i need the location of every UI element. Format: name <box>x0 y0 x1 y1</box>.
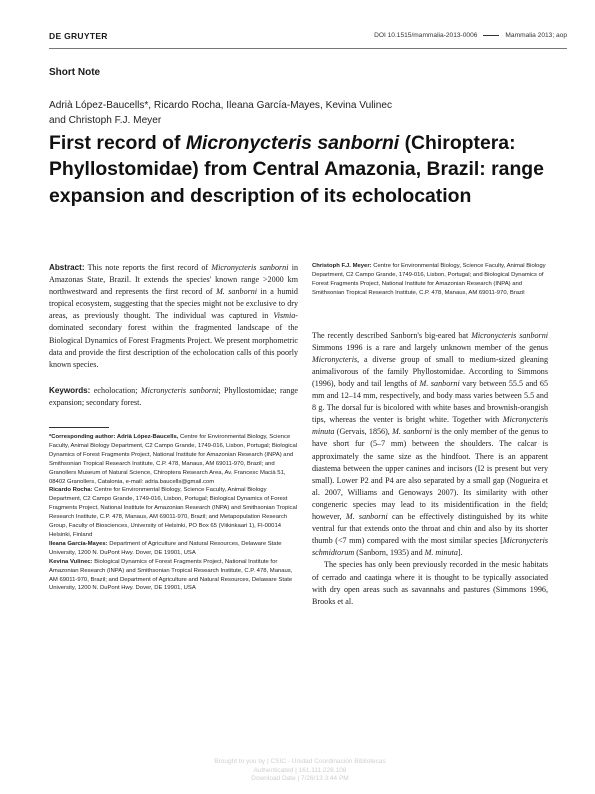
affiliation-author: Ricardo Rocha: <box>49 487 93 494</box>
publisher-name: DE GRUYTER <box>49 31 108 41</box>
keywords-text: ; Phyllostomidae; range expansion; secondary forest. <box>49 385 298 407</box>
affiliation-text: Department of Agriculture and Natural Resources, Delaware State University, 1200 N. DuPont Hwy. Dover, DE 19901, USA <box>49 540 282 556</box>
affiliation-note <box>49 486 298 539</box>
body-italic: M. sanborni <box>345 512 388 522</box>
affiliation-text: Centre for Environmental Biology, Science Faculty, Animal Biology Department, C2 Campo Grande, 1749-016, Lisbon, Portugal; Biological Dynamics of Forest Fragments Project, National Institute for Amazonian Research (INPA) and Smithsonian Tropical Research Institute, C.P. 478, Manaus, AM 69011-970, Brazil; and Metapopulation Research Group, Faculty of Biosciences, University of Helsinki, PO Box 65 (Viikinkaari 1), FI-00014 Helsinki, Finland <box>49 487 298 538</box>
download-watermark <box>150 758 450 784</box>
affiliation-note <box>49 558 298 594</box>
footnote-rule <box>49 427 109 428</box>
body-text: ]. <box>457 548 463 558</box>
body-text: vary between 55.5 and 65 mm and 12–14 mm, respectively, and body mass varies between 5.5 and 8 g. The dorsal fur is bicolored with white bases and brownish-orangish tips, whereas the venter is bright white. Together with <box>312 379 548 425</box>
body-paragraph-1 <box>312 330 548 560</box>
abstract-italic: Micronycteris sanborni <box>211 263 289 272</box>
body-italic: M. minuta <box>424 548 458 558</box>
body-text: The recently described Sanborn's big-eared bat <box>312 330 472 340</box>
body-text: (Sanborn, 1935) and <box>354 548 425 558</box>
running-header <box>49 31 567 45</box>
watermark-line: Authenticated | 161.111.228.108 <box>253 766 347 774</box>
affiliation-note <box>312 262 548 298</box>
abstract-label: Abstract: <box>49 263 85 272</box>
author-affiliations <box>49 433 298 593</box>
keywords <box>49 385 298 409</box>
body-text: can be effectively distinguished by its white ventral fur that extends onto the throat and chin and also by its shorter thumb (<7 mm) compared with the most similar species [ <box>312 512 548 546</box>
body-text: is the only member of the genus to have short fur (5–7 mm) between the shoulders. The calcar is approximately the same size as the hindfoot. There is an apparent diastema between the upper canines and incisors (I2 is present but very small). Lower P2 and P4 are also separated by a small gap (Nogueira et al. 2007, Williams and Genoways 2007). Its similarity with other congeneric species may lead to its misidentification in the field; however, <box>312 427 548 522</box>
affiliation-text: Biological Dynamics of Forest Fragments Project, National Institute for Amazonian Research (INPA) and Smithsonian Tropical Research Institute, C.P. 478, Manaus, AM 69011-970, Brazil; and Department of Agriculture and Natural Resources, Delaware State University, 1200 N. DuPont Hwy. Dover, DE 19901, USA <box>49 558 293 592</box>
abstract-italic: M. sanborni <box>216 287 258 297</box>
affiliation-note <box>49 433 298 486</box>
header-citation <box>374 32 567 39</box>
doi-text: DOI 10.1515/mammalia-2013-0006 <box>374 32 478 39</box>
affiliation-author: *Corresponding author: Adrià López-Baucells, <box>49 434 179 441</box>
title-part: First record of <box>49 132 186 154</box>
body-italic: Micronycteris minuta <box>312 415 548 437</box>
affiliation-note <box>49 540 298 558</box>
keywords-text: echolocation; <box>90 385 141 395</box>
title-species: Micronycteris sanborni <box>185 132 400 154</box>
authors-line-1: Adrià López-Baucells*, Ricardo Rocha, Ileana García-Mayes, Kevina Vulinec <box>49 100 392 111</box>
journal-text: Mammalia 2013; aop <box>505 32 567 39</box>
body-italic: Micronycteris sanborni <box>471 330 548 340</box>
authors-line-2: and Christoph F.J. Meyer <box>49 115 162 127</box>
abstract-text: in a humid tropical ecosystem, suggesting that the species might not be exclusive to dry areas, as previously thought. The individual was captured in <box>49 287 298 321</box>
body-italic: Micronycteris <box>312 354 358 364</box>
body-text: Simmons 1996 is a rare and largely unknown member of the genus <box>312 342 548 352</box>
abstract-text: This note reports the first record of <box>84 263 212 272</box>
abstract-text: -dominated secondary forest within the fragmented landscape of the Biological Dynamics of Forest Fragments Project. We present morphometric data and provide the first description of the echolocation calls of this poorly known species. <box>49 311 298 369</box>
affiliation-author: Ileana García-Mayes: <box>49 540 108 547</box>
keywords-italic: Micronycteris sanborni <box>140 385 219 395</box>
watermark-line: Brought to you by | CSIC - Unidad Coordinación Bibliotecas <box>214 758 386 765</box>
abstract-italic: Vismia <box>273 311 296 321</box>
header-divider <box>49 48 567 49</box>
right-column <box>312 262 548 608</box>
affiliation-text: Centre for Environmental Biology, Science Faculty, Animal Biology Department, C2 Campo Grande, 1749-016, Lisbon, Portugal; and Biological Dynamics of Forest Fragments Project, National Institute for Amazonian Research (INPA) and Smithsonian Tropical Research Institute, C.P. 478, Manaus, AM 69011-970, Brazil <box>312 263 546 296</box>
watermark-line: Download Date | 7/26/13 3:44 PM <box>251 775 349 783</box>
section-label: Short Note <box>49 67 101 78</box>
affiliation-text: Centre for Environmental Biology, Science Faculty, Animal Biology Department, C2 Campo Grande, 1749-016, Lisbon, Portugal; Biological Dynamics of Forest Fragments Project, National Institute for Amazonian Research (INPA) and Smithsonian Tropical Research Institute, C.P. 478, Manaus, AM 69011-970, Brazil; and Granollers Museum of Natural Science, Chiroptera Research Area, Av. Francesc Macià 51, 08402 Granollers, Catalonia, e-mail: adria.baucells@gmail.com <box>49 434 298 485</box>
body-text: (Gervais, 1856), <box>334 427 393 437</box>
keywords-label: Keywords: <box>49 385 91 395</box>
body-italic: Micronycteris schmidtorum <box>312 536 548 558</box>
body-italic: M. sanborni <box>419 379 460 388</box>
abstract-text: in Amazonas State, Brazil. It extends the species' known range >2000 km northwestward and represents the first record of <box>49 263 298 297</box>
header-separator <box>483 35 499 36</box>
affiliation-author: Christoph F.J. Meyer: <box>312 263 372 269</box>
author-list <box>49 98 529 128</box>
left-column <box>49 262 298 593</box>
body-text: , a diverse group of small to medium-sized gleaning animalivorous of the family Phyllostomidae. According to Simmons (1996), body and tail lengths of <box>312 354 548 388</box>
body-italic: M. sanborni <box>392 427 432 437</box>
affiliation-author: Kevina Vulinec: <box>49 558 93 565</box>
abstract <box>49 262 298 371</box>
title-part: (Chiroptera: Phyllostomidae) from Central Amazonia, Brazil: range expansion and description of its echolocation <box>49 132 544 207</box>
article-title <box>49 130 549 209</box>
body-paragraph-2: The species has only been previously recorded in the mesic habitats of cerrado and caatinga where it is thought to be typically associated with dry open areas such as savannahs and pastures (Simmons 1996, Brooks et al. <box>312 560 548 606</box>
